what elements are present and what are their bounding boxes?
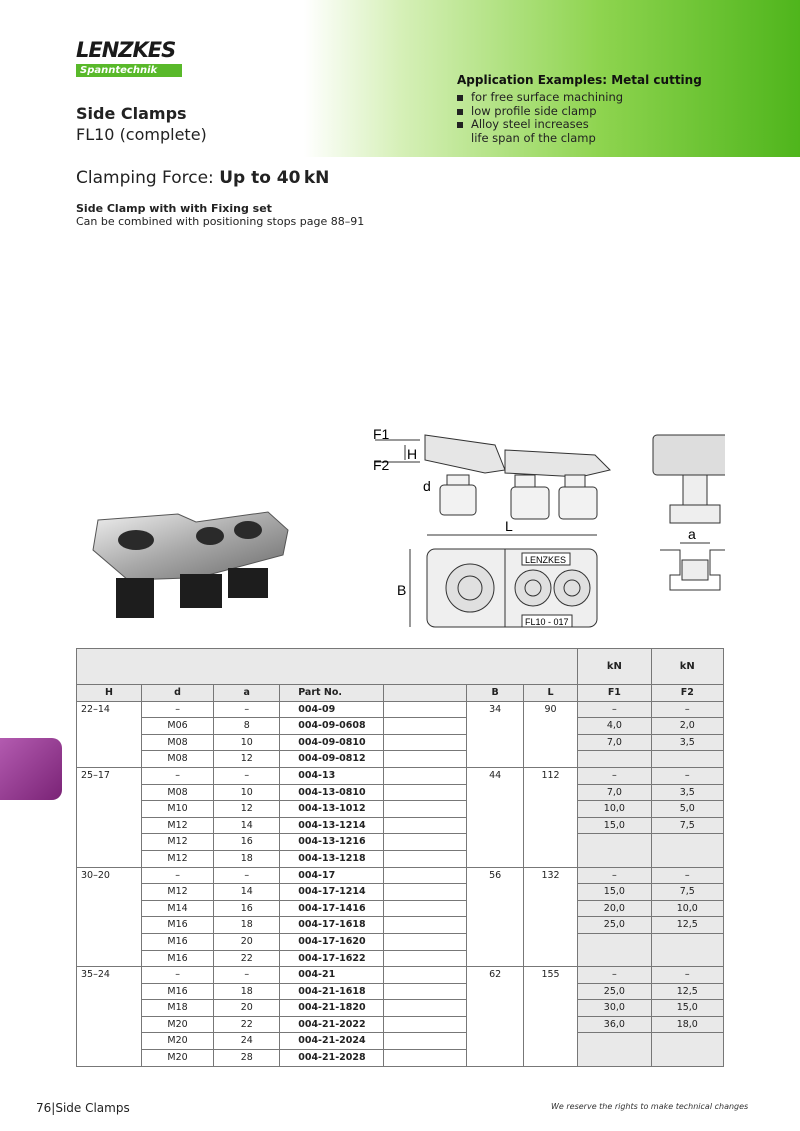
table-cell: M20 [141,1016,213,1033]
table-cell [77,784,142,801]
table-cell: 30–20 [77,867,142,884]
table-cell: 15,0 [578,884,651,901]
table-row [77,850,724,867]
table-cell [384,767,467,784]
clamping-force-value: Up to 40 kN [219,168,330,188]
table-row [77,1000,724,1017]
table-cell [384,983,467,1000]
table-cell: 12,5 [651,917,723,934]
table-cell: M12 [141,817,213,834]
table-cell [384,850,467,867]
table-row [77,718,724,735]
table-cell [467,884,523,901]
table-cell: M10 [141,801,213,818]
table-cell: 62 [467,967,523,984]
table-cell: 28 [214,1050,280,1067]
table-cell [384,751,467,768]
table-cell: M16 [141,983,213,1000]
table-cell [384,933,467,950]
technical-drawing [365,425,725,635]
spec-table [76,648,724,1067]
table-row [77,751,724,768]
table-cell: M16 [141,950,213,967]
table-cell [467,834,523,851]
table-cell: 004-21-2028 [280,1050,384,1067]
table-cell [523,751,577,768]
table-cell: M12 [141,850,213,867]
table-cell: M08 [141,784,213,801]
table-cell: 004-13 [280,767,384,784]
label-f2: F2 [373,457,390,473]
table-row [77,1016,724,1033]
table-cell [467,983,523,1000]
table-cell: 34 [467,701,523,718]
application-item: for free surface machining [457,91,623,105]
table-cell: 004-17-1618 [280,917,384,934]
table-cell [77,884,142,901]
page-footer: 76|Side Clamps [36,1101,130,1115]
brand-subtitle: Spanntechnik [76,64,182,77]
table-cell: 18 [214,917,280,934]
table-cell: 7,0 [578,784,651,801]
table-cell: 18 [214,983,280,1000]
table-row [77,983,724,1000]
table-cell [467,718,523,735]
table-cell [384,701,467,718]
table-cell [384,1033,467,1050]
table-cell [523,834,577,851]
table-cell [467,784,523,801]
table-cell: 2,0 [651,718,723,735]
table-cell [651,834,723,851]
table-cell: – [651,967,723,984]
table-cell [578,850,651,867]
table-cell: – [141,867,213,884]
table-cell: 30,0 [578,1000,651,1017]
table-row [77,1033,724,1050]
table-cell: – [214,867,280,884]
table-cell [578,933,651,950]
table-cell [523,1033,577,1050]
table-cell: 004-09-0608 [280,718,384,735]
table-cell: 15,0 [651,1000,723,1017]
table-cell [523,850,577,867]
table-cell [467,801,523,818]
table-cell: 004-09-0810 [280,734,384,751]
header-row [77,685,724,702]
table-cell: – [578,701,651,718]
column-header: d [141,685,213,702]
label-f1: F1 [373,426,390,442]
table-cell: M12 [141,834,213,851]
table-cell [467,1033,523,1050]
application-list [457,91,623,145]
table-cell [77,718,142,735]
table-cell [651,1050,723,1067]
table-cell [523,950,577,967]
unit-label: kN [651,649,723,685]
table-cell [523,933,577,950]
label-d: d [423,478,431,494]
table-cell [467,751,523,768]
table-cell: – [214,967,280,984]
table-cell [523,884,577,901]
label-h: H [407,446,418,462]
plate-text: LENZKES [525,555,567,565]
application-item: low profile side clamp [457,105,623,119]
table-cell [467,817,523,834]
column-header: F1 [578,685,651,702]
table-cell [467,900,523,917]
table-cell: 20 [214,933,280,950]
page-subtitle: FL10 (complete) [76,125,207,144]
product-photo [88,500,298,630]
table-cell [384,834,467,851]
column-header: a [214,685,280,702]
table-cell: 004-13-1012 [280,801,384,818]
table-cell: M20 [141,1050,213,1067]
table-cell: M20 [141,1033,213,1050]
table-cell [523,734,577,751]
table-cell [384,967,467,984]
page-title: Side Clamps [76,104,187,123]
table-cell: 004-17-1416 [280,900,384,917]
table-cell [523,900,577,917]
table-cell: 7,5 [651,884,723,901]
table-cell: – [214,767,280,784]
table-cell: – [578,867,651,884]
column-header: B [467,685,523,702]
table-cell: – [141,967,213,984]
table-row [77,867,724,884]
table-cell: 004-21-2024 [280,1033,384,1050]
table-row [77,801,724,818]
clamping-force [76,168,329,188]
table-cell: 004-21-1618 [280,983,384,1000]
table-cell: 004-09-0812 [280,751,384,768]
table-cell: M12 [141,884,213,901]
table-cell: 004-13-1216 [280,834,384,851]
table-cell: 25,0 [578,983,651,1000]
table-cell: 14 [214,884,280,901]
table-cell: 004-21 [280,967,384,984]
table-row [77,950,724,967]
table-cell: 90 [523,701,577,718]
table-cell [651,751,723,768]
table-cell: M16 [141,917,213,934]
table-cell [77,933,142,950]
table-cell: 004-17-1620 [280,933,384,950]
table-cell: – [651,767,723,784]
table-cell: 004-17 [280,867,384,884]
table-cell: 36,0 [578,1016,651,1033]
table-cell [384,900,467,917]
table-cell: 20,0 [578,900,651,917]
table-cell: 14 [214,817,280,834]
table-cell: 16 [214,834,280,851]
table-cell [578,834,651,851]
table-cell [77,734,142,751]
table-cell: 12 [214,751,280,768]
table-cell [467,917,523,934]
table-cell [651,950,723,967]
section-tab-thumbnail [0,738,62,800]
table-cell: 12,5 [651,983,723,1000]
table-cell: 18,0 [651,1016,723,1033]
column-header: L [523,685,577,702]
table-cell: 25,0 [578,917,651,934]
table-cell: 24 [214,1033,280,1050]
table-cell: 155 [523,967,577,984]
table-cell: M18 [141,1000,213,1017]
table-cell [77,834,142,851]
table-cell: 004-13-1214 [280,817,384,834]
clamping-force-label: Clamping Force: [76,168,214,188]
table-cell [523,801,577,818]
footer-note: We reserve the rights to make technical changes [551,1102,749,1111]
table-row [77,784,724,801]
table-cell [77,983,142,1000]
table-row [77,933,724,950]
table-cell: 004-21-2022 [280,1016,384,1033]
table-cell: 25–17 [77,767,142,784]
column-header: Part No. [280,685,384,702]
table-cell: – [651,701,723,718]
table-cell [384,1000,467,1017]
table-cell: 10 [214,734,280,751]
table-cell: – [578,767,651,784]
table-row [77,817,724,834]
table-cell [467,933,523,950]
table-cell [384,817,467,834]
unit-label: kN [578,649,651,685]
table-cell [523,718,577,735]
table-cell: 004-17-1214 [280,884,384,901]
column-header: F2 [651,685,723,702]
table-cell: – [578,967,651,984]
table-cell: 112 [523,767,577,784]
table-cell: 56 [467,867,523,884]
table-cell [384,867,467,884]
table-cell [651,1033,723,1050]
table-cell [467,1016,523,1033]
table-cell: – [141,767,213,784]
unit-row [77,649,724,685]
table-cell: 10,0 [651,900,723,917]
table-cell: 132 [523,867,577,884]
brand-logo [76,38,182,80]
table-cell [467,1050,523,1067]
table-cell: 44 [467,767,523,784]
table-cell [77,950,142,967]
column-header: H [77,685,142,702]
table-cell [384,1050,467,1067]
product-note: Can be combined with positioning stops page 88–91 [76,215,365,228]
table-cell [523,983,577,1000]
table-cell [578,751,651,768]
table-cell [77,751,142,768]
table-cell [467,734,523,751]
table-cell [523,1016,577,1033]
table-cell: 22–14 [77,701,142,718]
table-cell: 004-17-1622 [280,950,384,967]
table-cell: 16 [214,900,280,917]
table-cell [467,1000,523,1017]
table-cell [77,1000,142,1017]
table-cell [384,718,467,735]
table-cell [523,817,577,834]
table-cell [77,1033,142,1050]
label-l: L [505,518,513,534]
application-item: Alloy steel increases [457,118,623,132]
table-cell: 18 [214,850,280,867]
table-cell [77,817,142,834]
table-cell: 5,0 [651,801,723,818]
table-cell: 8 [214,718,280,735]
table-cell: 004-21-1820 [280,1000,384,1017]
table-cell: M08 [141,751,213,768]
table-cell: 12 [214,801,280,818]
table-cell [77,900,142,917]
page-number: 76 [36,1101,52,1115]
table-cell: 15,0 [578,817,651,834]
table-cell [578,950,651,967]
table-cell [651,850,723,867]
table-cell: 10 [214,784,280,801]
table-cell: 10,0 [578,801,651,818]
table-cell [384,950,467,967]
table-cell: 22 [214,1016,280,1033]
table-row [77,917,724,934]
table-row [77,1050,724,1067]
table-cell [523,917,577,934]
table-cell [523,1000,577,1017]
table-cell: 7,5 [651,817,723,834]
table-cell: 35–24 [77,967,142,984]
table-cell [77,917,142,934]
table-cell [467,950,523,967]
table-cell: M14 [141,900,213,917]
plate-code: FL10 - 017 [525,617,569,627]
table-cell: 3,5 [651,784,723,801]
table-cell: 004-13-1218 [280,850,384,867]
brand-name: LENZKES [76,38,176,62]
label-a: a [688,526,696,542]
table-cell: 004-13-0810 [280,784,384,801]
table-row [77,834,724,851]
table-cell [523,1050,577,1067]
table-cell [651,933,723,950]
table-cell [384,1016,467,1033]
table-row [77,767,724,784]
table-cell [578,1050,651,1067]
product-description: Side Clamp with with Fixing set [76,202,272,215]
application-item-continued: life span of the clamp [471,130,596,145]
table-cell [523,784,577,801]
table-cell [384,784,467,801]
table-cell [578,1033,651,1050]
table-row [77,884,724,901]
table-cell: 7,0 [578,734,651,751]
table-cell [384,884,467,901]
table-row [77,967,724,984]
table-cell: M16 [141,933,213,950]
table-cell [467,850,523,867]
table-row [77,734,724,751]
table-cell [384,801,467,818]
table-cell: 22 [214,950,280,967]
table-cell: 004-09 [280,701,384,718]
table-cell [77,850,142,867]
table-cell [384,917,467,934]
table-cell: M06 [141,718,213,735]
table-cell [77,1016,142,1033]
column-header [384,685,467,702]
footer-section: Side Clamps [55,1101,130,1115]
table-cell [77,801,142,818]
table-cell: – [651,867,723,884]
table-cell: 3,5 [651,734,723,751]
table-row [77,900,724,917]
table-cell: 4,0 [578,718,651,735]
table-cell: – [141,701,213,718]
table-cell [384,734,467,751]
table-cell: – [214,701,280,718]
table-cell: M08 [141,734,213,751]
application-title: Application Examples: Metal cutting [457,73,702,87]
spec-table-body [77,649,724,1067]
table-cell: 20 [214,1000,280,1017]
table-cell [77,1050,142,1067]
table-row [77,701,724,718]
label-b: B [397,582,407,598]
